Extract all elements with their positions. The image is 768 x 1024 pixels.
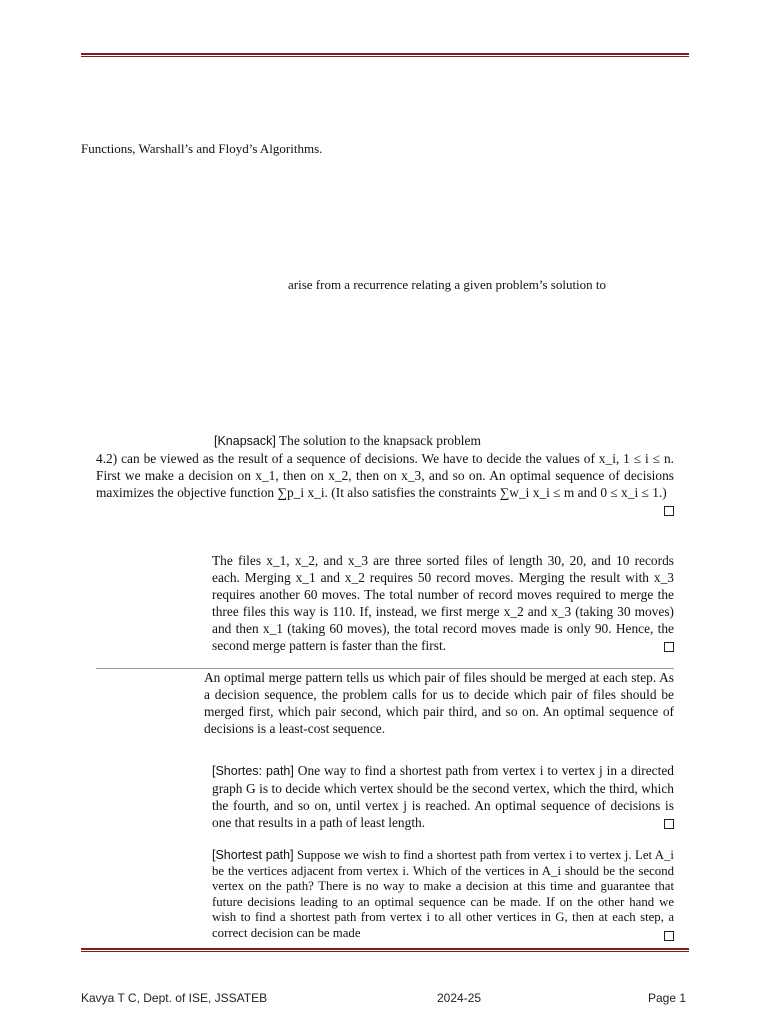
footer-year: 2024-25: [437, 991, 482, 1005]
qed-square-icon: [664, 642, 674, 652]
qed-square-icon: [664, 819, 674, 829]
files-text: The files x_1, x_2, and x_3 are three sorted files of length 30, 20, and 10 records each. Merging x_1 and x_2 requires 50 record moves. Merging the result with x_3 requires another 60 moves. The total number of record moves required to merge the three files this way is 110. If, instead, we first merge x_2 and x_3 (taking 30 moves) and then x_1 (taking 60 moves), the total record moves made is only 90. Hence, the second merge pattern is faster than the first.: [212, 553, 674, 653]
footer-author: Kavya T C, Dept. of ISE, JSSATEB: [81, 991, 268, 1005]
shortest-path-paragraph-1: [96, 762, 674, 831]
merge-paragraph: [96, 669, 674, 737]
footer-rule: [81, 948, 689, 952]
text-fragment-2: arise from a recurrence relating a given problem’s solution to: [288, 277, 607, 292]
knapsack-text-2: 4.2) can be viewed as the result of a sequence of decisions. We have to decide the values of x_i, 1 ≤ i ≤ n. First we make a decision on x_1, then on x_2, then on x_3, and so on. An optimal sequence of decisions maximizes the objective function ∑p_i x_i. (It also satisfies the constraints ∑w_i x_i ≤ m and 0 ≤ x_i ≤ 1.): [96, 451, 674, 500]
shortest1-lead: [Shortes: path]: [212, 764, 294, 778]
merge-text: An optimal merge pattern tells us which pair of files should be merged at each step. As a decision sequence, the problem calls for us to decide which pair of files should be merged first, which pair second, which pair third, and so on. An optimal sequence of decisions is a least-cost sequence.: [204, 670, 674, 736]
shortest2-text: Suppose we wish to find a shortest path from vertex i to vertex j. Let A_i be the vertices adjacent from vertex i. Which of the vertices in A_i should be the second vertex on the path? There is no way to make a decision at this time and guarantee that future decisions leading to an optimal sequence can be made. If on the other hand we wish to find a shortest path from vertex i to all other vertices in G, then at each step, a correct decision can be made: [212, 848, 674, 940]
text-fragment-1: Functions, Warshall’s and Floyd’s Algorithms.: [81, 141, 323, 156]
footer-page-number: Page 1: [648, 991, 687, 1005]
shortest1-text: One way to find a shortest path from vertex i to vertex j in a directed graph G is to decide which vertex should be the second vertex, which the third, which the fourth, and so on, until vertex j is reached. An optimal sequence of decisions is one that results in a path of least length.: [212, 763, 674, 830]
knapsack-lead: [Knapsack]: [214, 434, 276, 448]
knapsack-text-1: The solution to the knapsack problem: [275, 433, 481, 448]
files-paragraph: [96, 552, 674, 654]
shortest-path-paragraph-2: [96, 848, 674, 941]
knapsack-paragraph: [96, 432, 674, 516]
shortest2-lead: [Shortest path]: [212, 848, 294, 862]
qed-square-icon: [664, 506, 674, 516]
qed-square-icon: [664, 931, 674, 941]
header-rule: [81, 53, 689, 57]
